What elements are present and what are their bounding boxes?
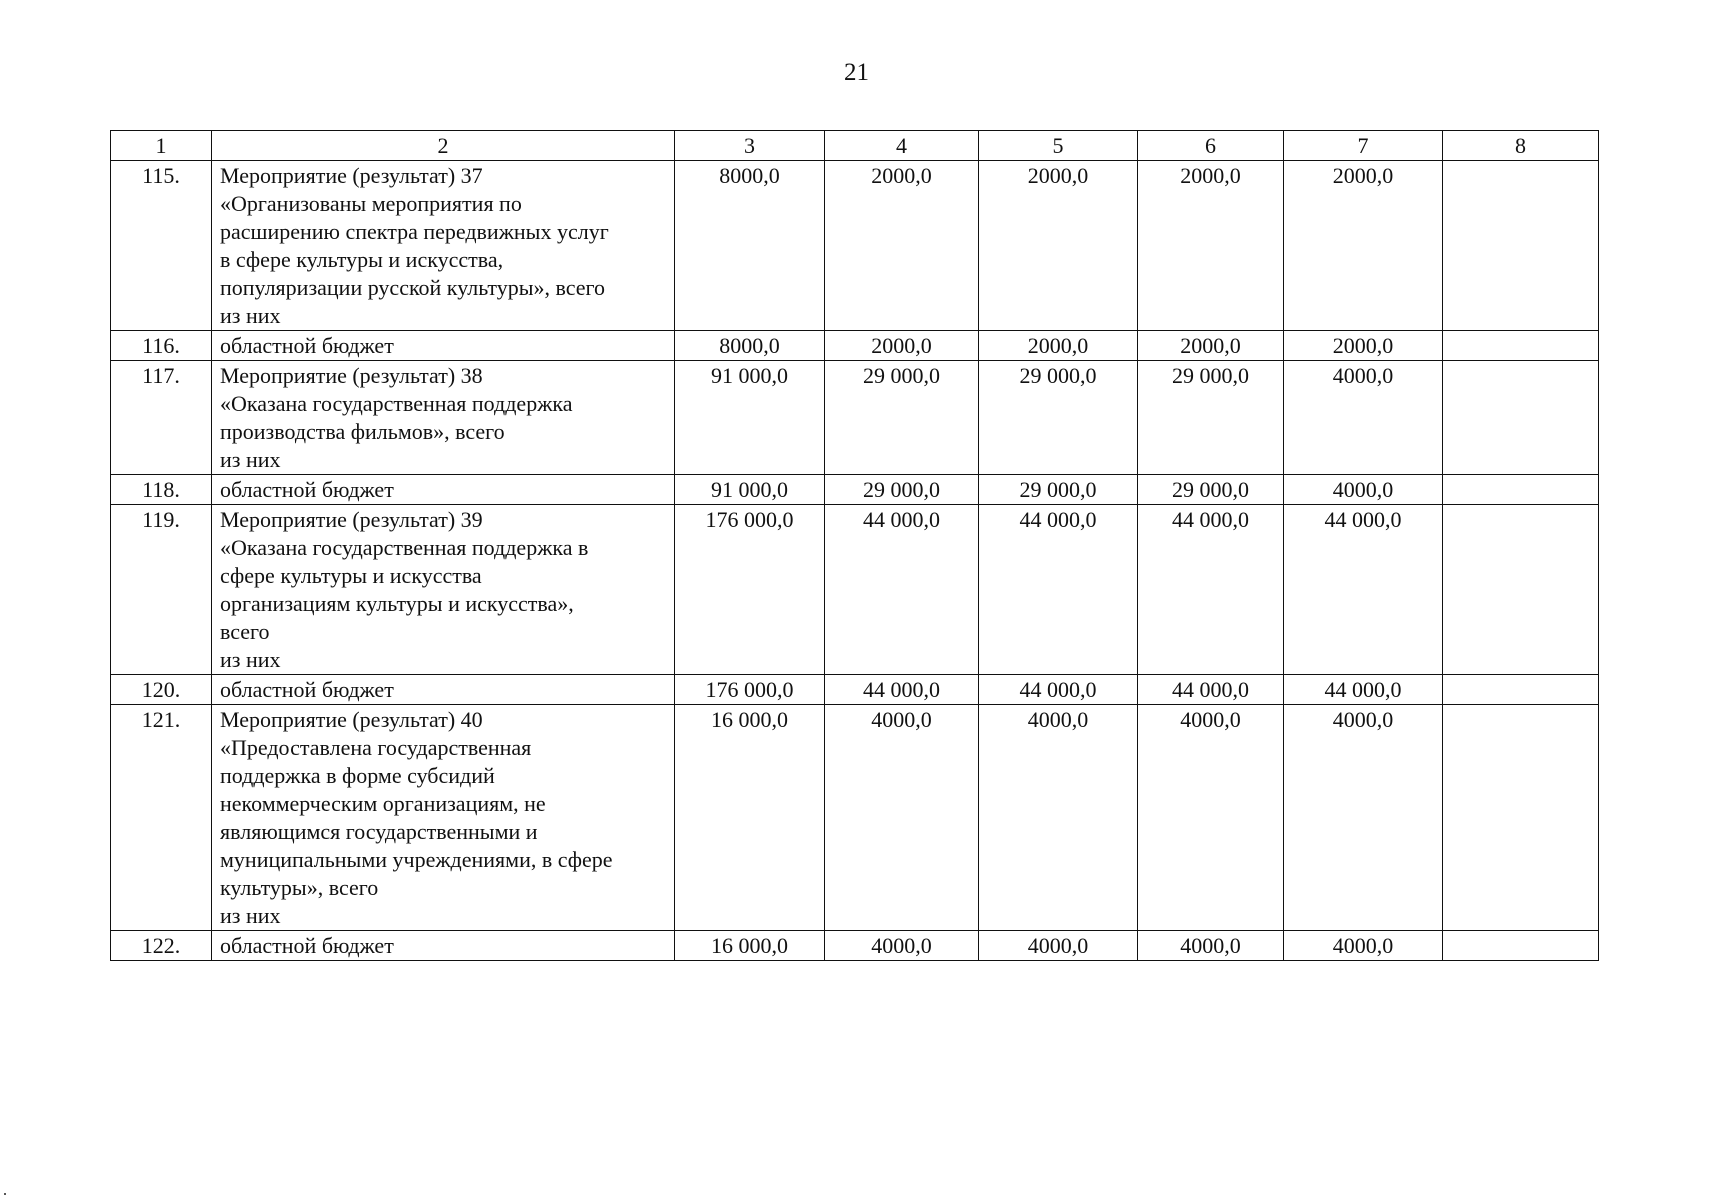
cell-col-5: 44 000,0 — [979, 675, 1138, 705]
row-number: 118. — [111, 475, 212, 505]
column-header: 1 — [111, 131, 212, 161]
cell-col-8 — [1443, 331, 1599, 361]
cell-col-8 — [1443, 505, 1599, 675]
table-row — [111, 931, 1599, 961]
page-number: 21 — [844, 59, 869, 86]
cell-col-8 — [1443, 475, 1599, 505]
cell-col-6: 44 000,0 — [1138, 505, 1284, 675]
cell-col-3: 8000,0 — [675, 161, 825, 331]
cell-col-4: 4000,0 — [825, 705, 979, 931]
column-header: 3 — [675, 131, 825, 161]
cell-col-7: 44 000,0 — [1284, 675, 1443, 705]
cell-col-7: 4000,0 — [1284, 361, 1443, 475]
table-row — [111, 161, 1599, 331]
cell-col-3: 16 000,0 — [675, 705, 825, 931]
scan-artifact — [4, 1193, 6, 1195]
cell-col-8 — [1443, 675, 1599, 705]
cell-col-4: 2000,0 — [825, 331, 979, 361]
row-description: областной бюджет — [212, 331, 675, 361]
cell-col-3: 91 000,0 — [675, 361, 825, 475]
column-header: 7 — [1284, 131, 1443, 161]
cell-col-8 — [1443, 705, 1599, 931]
cell-col-7: 2000,0 — [1284, 331, 1443, 361]
cell-col-5: 44 000,0 — [979, 505, 1138, 675]
cell-col-7: 4000,0 — [1284, 705, 1443, 931]
cell-col-5: 2000,0 — [979, 331, 1138, 361]
cell-col-3: 8000,0 — [675, 331, 825, 361]
column-header: 8 — [1443, 131, 1599, 161]
cell-col-4: 29 000,0 — [825, 361, 979, 475]
budget-table — [110, 130, 1599, 961]
cell-col-6: 2000,0 — [1138, 161, 1284, 331]
table-row — [111, 475, 1599, 505]
cell-col-3: 176 000,0 — [675, 675, 825, 705]
cell-col-5: 29 000,0 — [979, 475, 1138, 505]
cell-col-3: 16 000,0 — [675, 931, 825, 961]
row-number: 120. — [111, 675, 212, 705]
cell-col-5: 29 000,0 — [979, 361, 1138, 475]
cell-col-7: 2000,0 — [1284, 161, 1443, 331]
cell-col-6: 4000,0 — [1138, 705, 1284, 931]
table-row — [111, 675, 1599, 705]
cell-col-8 — [1443, 931, 1599, 961]
cell-col-4: 29 000,0 — [825, 475, 979, 505]
row-number: 117. — [111, 361, 212, 475]
table-row — [111, 505, 1599, 675]
table-row — [111, 361, 1599, 475]
cell-col-6: 29 000,0 — [1138, 361, 1284, 475]
cell-col-8 — [1443, 361, 1599, 475]
row-number: 116. — [111, 331, 212, 361]
column-header: 4 — [825, 131, 979, 161]
cell-col-4: 4000,0 — [825, 931, 979, 961]
cell-col-6: 2000,0 — [1138, 331, 1284, 361]
row-description: областной бюджет — [212, 675, 675, 705]
row-description: Мероприятие (результат) 39 «Оказана государственная поддержка в сфере культуры и искусства организациям культуры и искусства», всего из них — [212, 505, 675, 675]
cell-col-7: 4000,0 — [1284, 931, 1443, 961]
cell-col-5: 4000,0 — [979, 931, 1138, 961]
column-header: 5 — [979, 131, 1138, 161]
row-number: 121. — [111, 705, 212, 931]
row-description: Мероприятие (результат) 38 «Оказана государственная поддержка производства фильмов», всего из них — [212, 361, 675, 475]
cell-col-8 — [1443, 161, 1599, 331]
cell-col-5: 4000,0 — [979, 705, 1138, 931]
row-description: областной бюджет — [212, 931, 675, 961]
cell-col-3: 91 000,0 — [675, 475, 825, 505]
cell-col-6: 29 000,0 — [1138, 475, 1284, 505]
row-description: Мероприятие (результат) 40 «Предоставлена государственная поддержка в форме субсидий некоммерческим организациям, не являющимся государственными и муниципальными учреждениями, в сфере культуры», всего из них — [212, 705, 675, 931]
table-row — [111, 705, 1599, 931]
cell-col-3: 176 000,0 — [675, 505, 825, 675]
row-number: 115. — [111, 161, 212, 331]
cell-col-4: 44 000,0 — [825, 505, 979, 675]
column-header: 6 — [1138, 131, 1284, 161]
cell-col-7: 44 000,0 — [1284, 505, 1443, 675]
cell-col-5: 2000,0 — [979, 161, 1138, 331]
row-description: Мероприятие (результат) 37 «Организованы мероприятия по расширению спектра передвижных услуг в сфере культуры и искусства, популяризации русской культуры», всего из них — [212, 161, 675, 331]
cell-col-4: 44 000,0 — [825, 675, 979, 705]
row-number: 122. — [111, 931, 212, 961]
table-header-row — [111, 131, 1599, 161]
column-header: 2 — [212, 131, 675, 161]
cell-col-7: 4000,0 — [1284, 475, 1443, 505]
cell-col-6: 4000,0 — [1138, 931, 1284, 961]
cell-col-6: 44 000,0 — [1138, 675, 1284, 705]
cell-col-4: 2000,0 — [825, 161, 979, 331]
row-description: областной бюджет — [212, 475, 675, 505]
row-number: 119. — [111, 505, 212, 675]
table-row — [111, 331, 1599, 361]
